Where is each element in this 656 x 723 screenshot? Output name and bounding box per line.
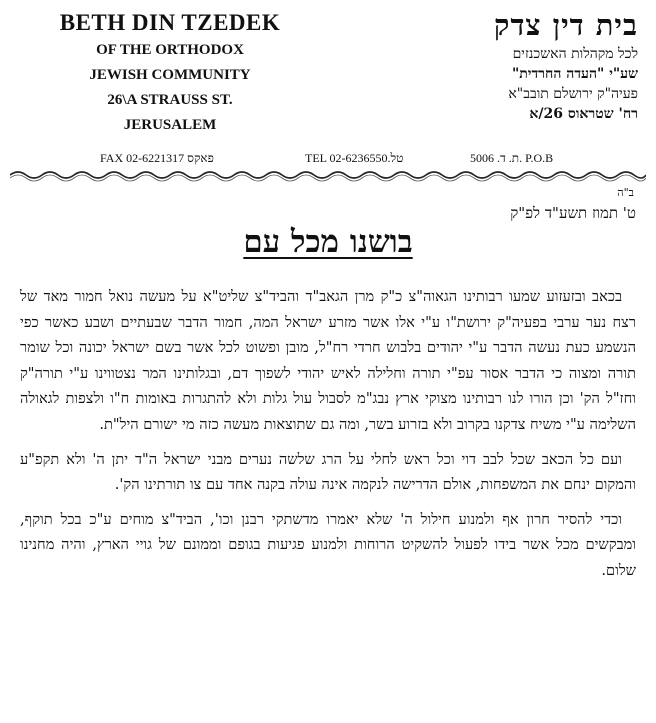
letterhead-hebrew bbox=[388, 8, 638, 123]
letter-title-text: בושנו מכל עם bbox=[243, 224, 413, 260]
po-box: ת. ד. 5006. P.O.B bbox=[470, 151, 554, 165]
org-line-english-2: OF THE ORTHODOX bbox=[96, 42, 244, 58]
body-paragraph: וכדי להסיר חרון אף ולמנוע חילול ה' שלא יאמרו מדשתקי רבנן וכו', הביד"צ מוחים ע"כ בכל תוקף, ומבקשים מכל אשר בידו לפעול להשקיט הרוחות ולמנוע פגיעות בגופם וממונם של גויי הארץ, והיה מחנינו שלום. bbox=[20, 510, 636, 579]
letter-title bbox=[0, 224, 656, 260]
org-line-hebrew-2: לכל מקהלות האשכנזים bbox=[512, 46, 638, 62]
org-name-english: BETH DIN TZEDEK bbox=[59, 10, 281, 35]
org-line-hebrew-3: שע"י "העדה החרדית" bbox=[511, 66, 638, 82]
tel-number: TEL 02-6236550.טל bbox=[305, 151, 404, 165]
org-line-english-4: 26\A STRAUSS ST. bbox=[107, 92, 233, 108]
org-name-hebrew: בית דין צדק bbox=[493, 8, 638, 42]
letterhead-divider bbox=[10, 168, 646, 182]
hebrew-date: ט' תמוז תשע"ד לפ"ק bbox=[510, 204, 636, 222]
fax-number: FAX 02-6221317 פאקס bbox=[100, 151, 214, 165]
letterhead-english bbox=[20, 10, 320, 134]
letter-body bbox=[20, 284, 636, 593]
org-line-hebrew-5: רח' שטראוס 26/א bbox=[529, 106, 638, 122]
org-line-hebrew-4: פעיה"ק ירושלם תובב"א bbox=[508, 86, 638, 102]
body-paragraph: ועם כל הכאב שכל לבב דוי וכל ראש לחלי על הרג שלשה נערים מבני ישראל ה"ד יתן ה' ולא תקפ"ע והמקום ינחם את המשפחות, אולם הדרישה לנקמה אינה עולה בקנה אחד עם צו תורתינו הק'. bbox=[20, 450, 636, 494]
org-line-english-3: JEWISH COMMUNITY bbox=[89, 67, 251, 83]
org-line-english-5: JERUSALEM bbox=[123, 117, 217, 133]
bh-mark: ב"ה bbox=[617, 186, 634, 199]
body-paragraph: בכאב ובזעזוע שמעו רבותינו הגאוה"צ כ"ק מרן הגאב"ד והביד"צ שליט"א על מעשה נואל חמור מאד של רצח נער ערבי בפעיה"ק ירושת"ו ע"י אלו אשר מזרע ישראל המה, חמור הדבר שבעתיים ושבע כאשר כפי הנשמע כעת נעשה הדבר ע"י יהודים בלבוש חרדי רח"ל, מובן ופשוט לכל אשר בשם ישראל יכונה וכל שומר תורה ומצוה כי הדבר אסור עפ"י תורה וחלילה לאיש יהודי לשפוך דם, ובגלותינו המר נצטווינו ע"י תורה"ק וחז"ל הק' וכן הורו לנו רבותינו מצוקי ארץ נבג"מ לסבול עול גלות ולא להתגרות באומות ח"ו ולצפות לגאולה השלימה ע"י משיח צדקנו בקרוב ולא בזרוע בשר, ומה גם שתוצאות מעשה כזה מי ישורם היל"ת. bbox=[20, 288, 636, 433]
